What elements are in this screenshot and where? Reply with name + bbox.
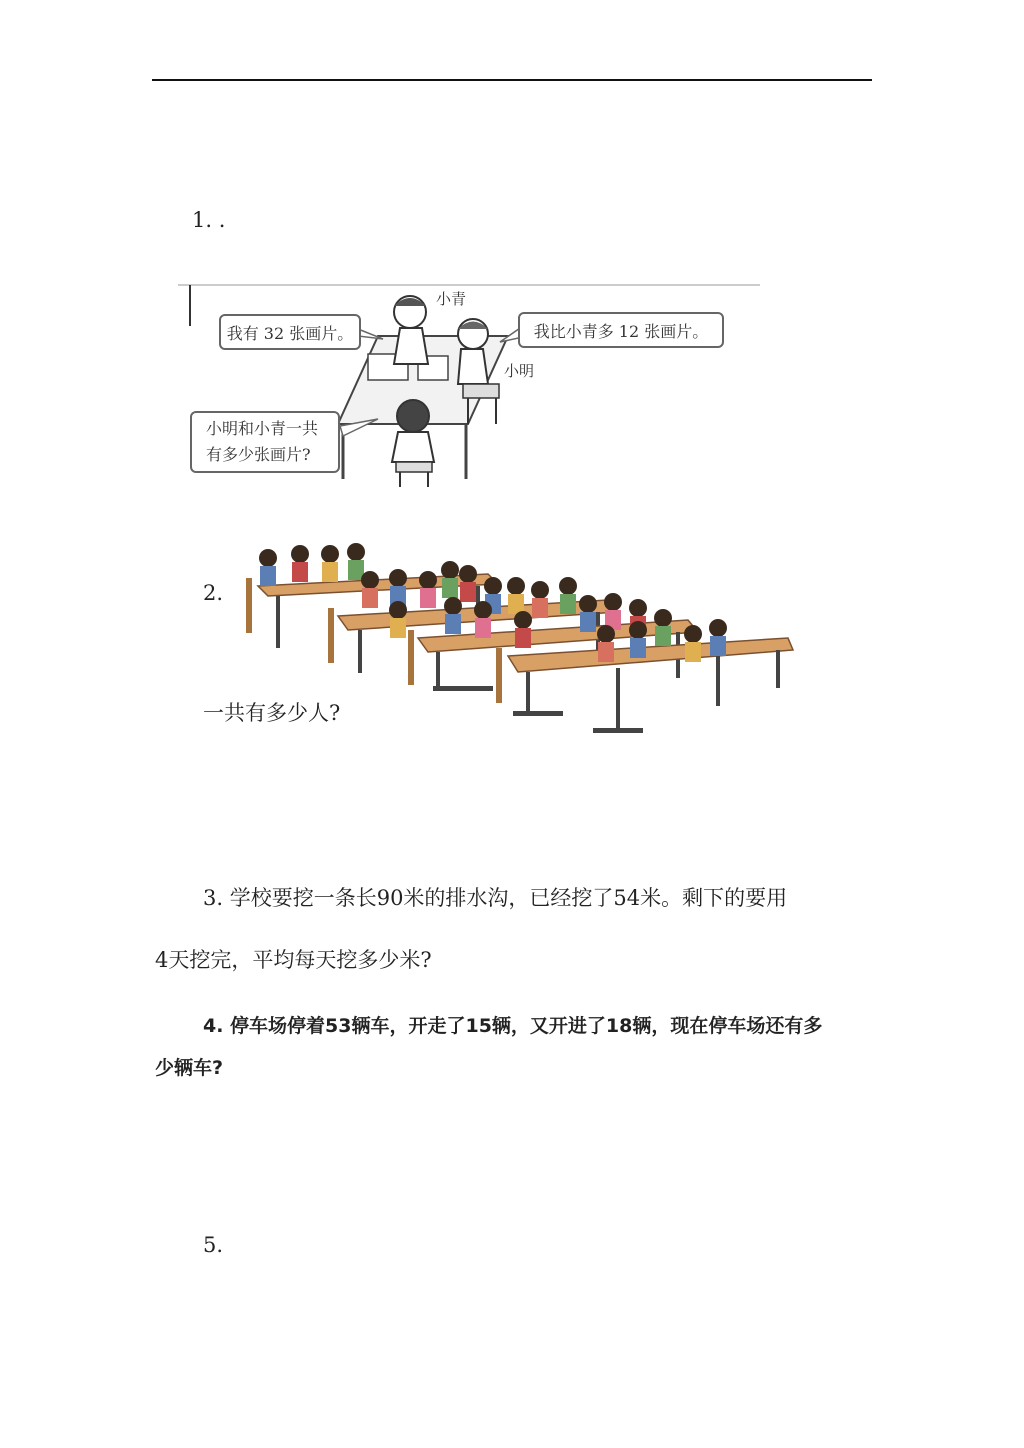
q1-number: 1. . xyxy=(192,208,226,232)
q1-illustration xyxy=(178,284,760,489)
label-xiaoqing: 小青 xyxy=(436,290,467,308)
q2-question: 一共有多少人? xyxy=(203,701,341,725)
bubble-bottom-line1: 小明和小青一共 xyxy=(206,419,319,439)
q3-line1: 3. 学校要挖一条长90米的排水沟，已经挖了54米。剩下的要用 xyxy=(203,886,788,910)
q4-line1: 4. 停车场停着53辆车，开走了15辆，又开进了18辆，现在停车场还有多 xyxy=(203,1015,823,1037)
header-rule xyxy=(152,79,872,81)
bubble-bottom-line2: 有多少张画片? xyxy=(206,445,311,464)
q3-line2: 4天挖完，平均每天挖多少米? xyxy=(155,948,432,972)
q2-number: 2. xyxy=(203,581,224,605)
label-xiaoming: 小明 xyxy=(504,362,535,380)
bubble-left: 我有 32 张画片。 xyxy=(219,314,361,350)
q4-line2: 少辆车? xyxy=(155,1057,224,1079)
bubble-bottom xyxy=(190,411,340,473)
bubble-right: 我比小青多 12 张画片。 xyxy=(518,312,724,348)
q5-number: 5. xyxy=(203,1233,224,1257)
